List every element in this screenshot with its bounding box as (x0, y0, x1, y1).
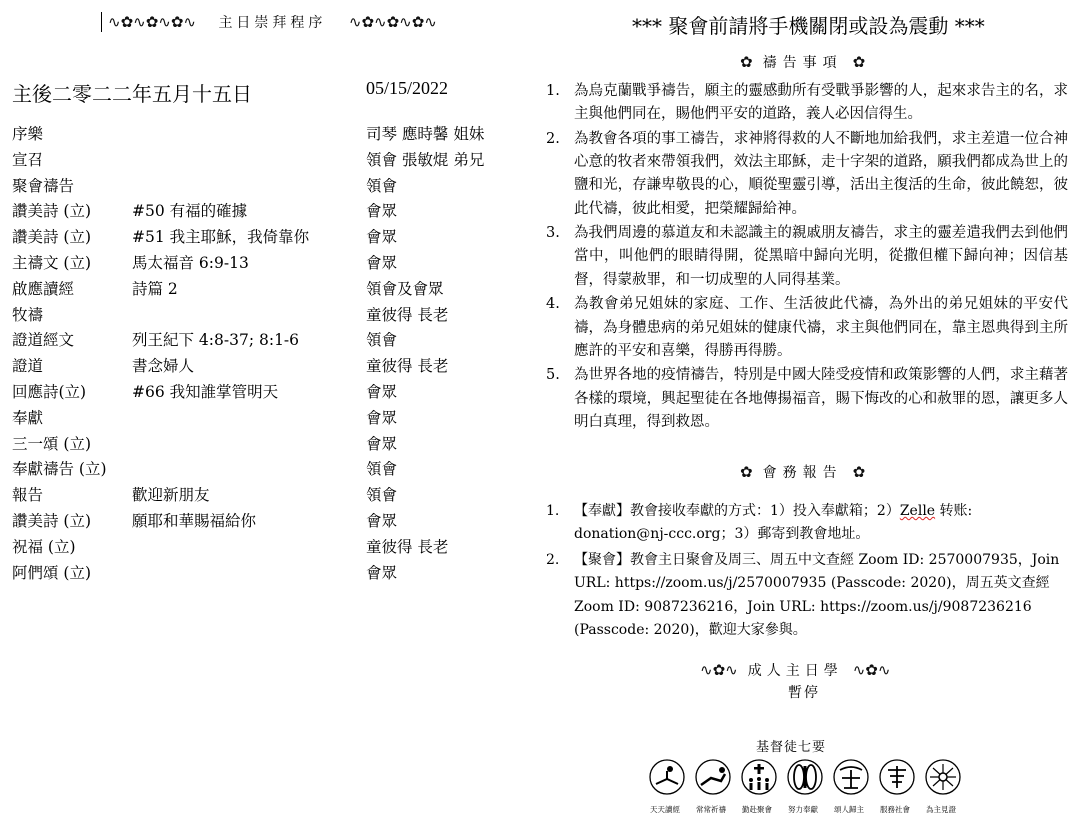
phone-notice: *** 聚會前請將手機關閉或設為震動 *** (632, 14, 985, 38)
program-item: 回應詩(立) (12, 382, 87, 401)
seven-essentials-caption: 為主見證 (926, 805, 956, 814)
program-leader: 童彼得 長老 (366, 305, 449, 324)
program-row (12, 380, 512, 406)
program-leader: 領會 (366, 486, 398, 505)
prayer-title-text: 禱告事項 (762, 55, 843, 71)
program-leader: 領會 (366, 460, 398, 479)
program-content: 書念婦人 (132, 357, 195, 376)
program-item: 宣召 (12, 150, 44, 169)
prayer-list (540, 80, 1068, 436)
prayer-item (540, 222, 1068, 292)
offering-icon (786, 758, 824, 796)
program-leader: 會眾 (366, 434, 398, 453)
program-list (12, 122, 512, 586)
program-leader: 童彼得 長老 (366, 357, 449, 376)
program-item: 證道 (12, 357, 44, 376)
program-leader: 會眾 (366, 253, 398, 272)
announce-title-text: 會務報告 (762, 465, 843, 481)
seven-essentials-graphic (648, 736, 968, 814)
program-row (12, 199, 512, 225)
announcement-text: 【聚會】教會主日聚會及周三、周五中文查經 Zoom ID: 2570007935，Join URL: https://zoom.us/j/2570007935 (Passcode: 2020)，周五英文查經 Zoom ID: 9087236216，Join URL: https://zoom.us/j/9087236216 (Passcode: 2020)，歡迎大家參與。 (574, 551, 1060, 639)
program-item: 祝福 (立) (12, 537, 76, 556)
ornament-right: ∿✿∿✿∿✿∿ (348, 13, 437, 31)
flower-icon: ✿ (852, 463, 866, 481)
gathering-icon (740, 758, 778, 796)
notices-panel (530, 0, 1070, 814)
program-row (12, 148, 512, 174)
program-content: #51 我主耶穌，我倚靠你 (132, 228, 310, 247)
announcement-item (540, 549, 1068, 643)
announcement-text: 【奉獻】教會接收奉獻的方式：1）投入奉獻箱；2） (574, 503, 900, 519)
program-leader: 會眾 (366, 382, 398, 401)
ornament-right: ∿✿∿ (852, 661, 891, 679)
prayer-text: 為我們周邊的慕道友和未認識主的親戚朋友禱告，求主的靈差遣我們去到他們當中，叫他們的眼睛得開，從黑暗中歸向光明，從撒但權下歸向神；因信基督，得蒙赦罪，和一切成聖的人同得基業。 (574, 225, 1068, 288)
program-item: 三一頌 (立) (12, 434, 92, 453)
program-content: 詩篇 2 (132, 279, 178, 298)
seven-essentials-title: 基督徒七要 (756, 740, 827, 755)
program-row (12, 122, 512, 148)
program-row (12, 277, 512, 303)
prayer-number: 5. (546, 367, 560, 384)
program-leader: 領會及會眾 (366, 279, 444, 298)
evangelism-icon (832, 758, 870, 796)
program-item: 牧禱 (12, 305, 44, 324)
flower-icon: ✿ (740, 463, 753, 481)
program-item: 讚美詩 (立) (12, 202, 92, 221)
program-item: 讚美詩 (立) (12, 228, 92, 247)
program-item: 奉獻 (12, 408, 44, 427)
announcement-number: 1. (546, 503, 560, 519)
prayer-item (540, 293, 1068, 363)
seven-essentials-caption: 勤赴聚會 (742, 805, 772, 814)
program-row (12, 509, 512, 535)
prayer-text: 為世界各地的疫情禱告，特別是中國大陸受疫情和政策影響的人們，求主藉著各樣的環境，興起聖徒在各地傳揚福音，賜下悔改的心和赦罪的恩，讓更多人明白真理，得到救恩。 (574, 367, 1068, 430)
announce-section-title (730, 462, 875, 482)
program-row (12, 354, 512, 380)
program-row (12, 303, 512, 329)
program-row (12, 174, 512, 200)
prayer-number: 2. (546, 130, 560, 147)
prayer-section-title (730, 52, 875, 72)
date-numeric: 05/15/2022 (366, 78, 449, 98)
program-item: 證道經文 (12, 331, 75, 350)
program-item: 報告 (12, 486, 44, 505)
bible-reading-icon (648, 758, 686, 796)
program-row (12, 432, 512, 458)
program-content: #66 我知誰掌管明天 (132, 382, 279, 401)
announcement-item (540, 500, 1068, 547)
program-content: 列王紀下 4:8-37; 8:1-6 (132, 331, 300, 350)
sunday-school-status: 暫停 (788, 685, 820, 701)
prayer-item (540, 80, 1068, 126)
program-leader: 會眾 (366, 563, 398, 582)
program-item: 讚美詩 (立) (12, 511, 92, 530)
ornament-left: ∿✿∿✿∿✿∿ (108, 13, 196, 31)
date-chinese: 主後二零二二年五月十五日 (12, 82, 252, 106)
program-row (12, 561, 512, 587)
sunday-school-title-text: 成人主日學 (747, 663, 843, 679)
prayer-number: 4. (546, 296, 560, 313)
program-item: 序樂 (12, 125, 44, 143)
program-item: 啟應讀經 (12, 279, 75, 298)
program-row (12, 328, 512, 354)
praying-icon (694, 758, 732, 796)
program-row (12, 457, 512, 483)
program-content: #50 有福的確據 (132, 202, 248, 221)
program-row (12, 251, 512, 277)
zelle-text: Zelle (899, 503, 936, 519)
seven-essentials-caption: 頌人歸主 (834, 805, 864, 814)
announcement-list (540, 500, 1068, 644)
prayer-text: 為教會各項的事工禱告，求神將得救的人不斷地加給我們，求主差遣一位合神心意的牧者來帶領我們，效法主耶穌，走十字架的道路，願我們都成為世上的鹽和光，存謙卑敬畏的心，順從聖靈引導，活出主復活的生命，彼此饒恕，彼此代禱，彼此相愛，把榮耀歸給神。 (574, 130, 1068, 217)
program-row (12, 225, 512, 251)
program-leader: 童彼得 長老 (366, 537, 449, 556)
flower-icon: ✿ (852, 53, 866, 71)
prayer-item (540, 364, 1068, 434)
program-leader: 領會 張敏焜 弟兄 (366, 150, 485, 169)
order-title-text: 主日崇拜程序 (218, 15, 327, 31)
seven-essentials-caption: 服務社會 (880, 805, 910, 814)
program-item: 阿們頌 (立) (12, 563, 92, 582)
program-row (12, 483, 512, 509)
seven-essentials-caption: 常常祈禱 (696, 805, 726, 814)
program-item: 主禱文 (立) (12, 253, 92, 272)
program-leader: 司琴 應時馨 姐妹 (366, 125, 485, 143)
seven-essentials-caption: 努力奉獻 (788, 805, 818, 814)
program-row (12, 535, 512, 561)
ornament-left: ∿✿∿ (700, 661, 738, 679)
program-content: 馬太福音 6:9-13 (132, 253, 249, 272)
program-leader: 會眾 (366, 511, 398, 530)
program-row (12, 406, 512, 432)
service-icon (878, 758, 916, 796)
sunday-school-title (690, 660, 900, 680)
program-content: 願耶和華賜福給你 (132, 511, 257, 530)
witness-icon (924, 758, 962, 796)
program-leader: 領會 (366, 176, 398, 195)
program-leader: 會眾 (366, 202, 398, 221)
program-leader: 會眾 (366, 408, 398, 427)
announcement-text-continued: 转账: donation@nj-ccc.org；3）郵寄到教會地址。 (574, 503, 973, 543)
seven-essentials-caption: 天天讀經 (650, 805, 680, 814)
prayer-number: 1. (546, 83, 560, 99)
program-content: 歡迎新朋友 (132, 486, 210, 505)
prayer-text: 為烏克蘭戰爭禱告，願主的靈感動所有受戰爭影響的人，起來求告主的名，求主與他們同在，賜他們平安的道路，義人必因信得生。 (574, 83, 1068, 123)
order-title (108, 12, 437, 32)
program-item: 聚會禱告 (12, 176, 75, 195)
prayer-text: 為教會弟兄姐妹的家庭、工作、生活彼此代禱，為外出的弟兄姐妹的平安代禱，為身體患病的弟兄姐妹的健康代禱，求主與他們同在，靠主恩典得到主所應許的平安和喜樂，得勝再得勝。 (574, 296, 1068, 359)
program-leader: 領會 (366, 331, 398, 350)
program-leader: 會眾 (366, 228, 398, 247)
announcement-number: 2. (546, 551, 560, 568)
prayer-item (540, 128, 1068, 221)
flower-icon: ✿ (740, 53, 753, 71)
program-item: 奉獻禱告 (立) (12, 460, 107, 479)
order-of-service-panel (0, 0, 520, 814)
prayer-number: 3. (546, 225, 560, 242)
